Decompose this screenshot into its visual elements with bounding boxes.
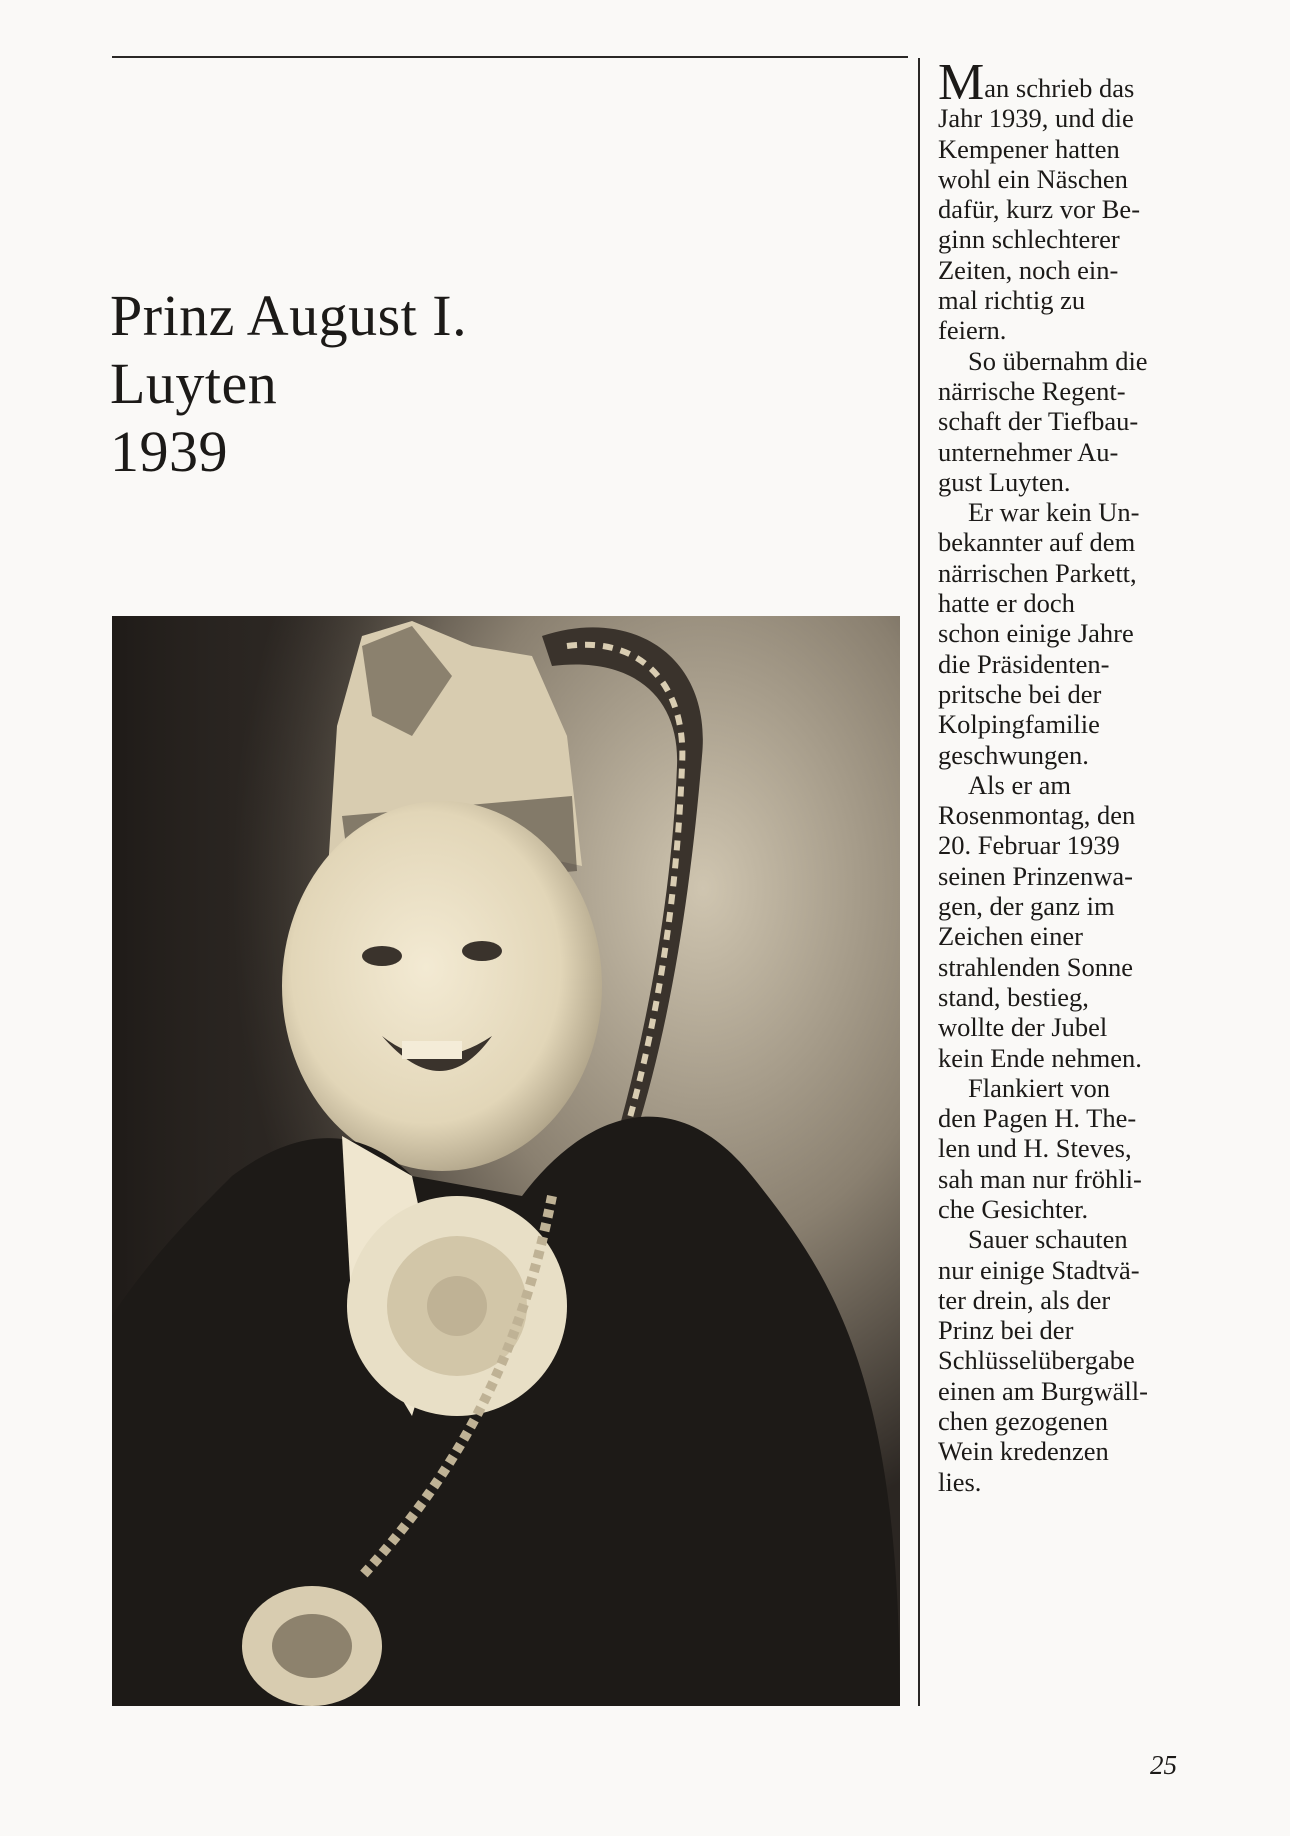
text-line: die Präsidenten- [938,648,1110,679]
text-line: wollte der Jubel [938,1012,1108,1043]
text-line: bekannter auf dem [938,527,1136,558]
text-line: Man schrieb das [938,54,1135,111]
text-line: chen gezogenen [938,1406,1108,1437]
text-line: Flankiert von [968,1072,1111,1103]
column-divider [918,58,920,1706]
text-line: len und H. Steves, [938,1133,1132,1164]
text-line: geschwungen. [938,739,1089,770]
text-line: närrische Regent- [938,375,1126,406]
text-line: einen am Burgwäll- [938,1375,1148,1406]
paragraph [938,1073,1178,1224]
page-number: 25 [1150,1750,1177,1780]
text-line: nur einige Stadtvä- [938,1254,1140,1285]
text-line: schon einige Jahre [938,618,1134,649]
text-line: 20. Februar 1939 [938,830,1120,861]
text-line: Sauer schauten [968,1224,1128,1255]
text-line: sah man nur fröhli- [938,1163,1142,1194]
text-line: Er war kein Un- [968,497,1140,528]
paragraph [938,770,1178,1073]
text-line: gen, der ganz im [938,891,1115,922]
top-rule [112,56,908,58]
text-line: Jahr 1939, und die [938,103,1134,134]
paragraph [938,346,1178,497]
text-line: ginn schlechterer [938,224,1120,255]
text-line: den Pagen H. The- [938,1103,1137,1134]
text-line: Wein kredenzen [938,1436,1109,1467]
text-line: che Gesichter. [938,1193,1089,1224]
text-line: mal richtig zu [938,285,1086,316]
text-line: wohl ein Näschen [938,163,1128,194]
text-line: feiern. [938,315,1007,346]
article-body [938,54,1178,1497]
text-line: gust Luyten. [938,466,1071,497]
text-line: hatte er doch [938,588,1075,619]
text-line: So übernahm die [968,345,1148,376]
text-line: stand, bestieg, [938,981,1089,1012]
text-line: Kolpingfamilie [938,709,1100,740]
text-line: lies. [938,1466,982,1497]
title-line-1: Prinz August I. [110,283,468,348]
text-line: Zeichen einer [938,921,1083,952]
text-line: kein Ende nehmen. [938,1042,1142,1073]
text-line: Zeiten, noch ein- [938,254,1119,285]
text-line: dafür, kurz vor Be- [938,194,1141,225]
text-line: pritsche bei der [938,678,1102,709]
text-line: unternehmer Au- [938,436,1119,467]
paragraph [938,1224,1178,1497]
portrait-photo [112,616,900,1706]
title-line-2: Luyten [110,351,278,416]
text-line: Kempener hatten [938,133,1120,164]
text-line: strahlenden Sonne [938,951,1134,982]
text-line: närrischen Parkett, [938,557,1137,588]
text-line: Rosenmontag, den [938,800,1136,831]
text-line: schaft der Tiefbau- [938,406,1139,437]
text-line: seinen Prinzenwa- [938,860,1133,891]
title-line-3: 1939 [110,419,228,484]
text-line: Prinz bei der [938,1315,1074,1346]
paragraph [938,54,1178,346]
text-line: Schlüsselübergabe [938,1345,1135,1376]
page-title [110,282,467,486]
text-line: Als er am [968,769,1072,800]
text-line: ter drein, als der [938,1284,1111,1315]
dropcap: M [938,54,985,111]
paragraph [938,497,1178,770]
